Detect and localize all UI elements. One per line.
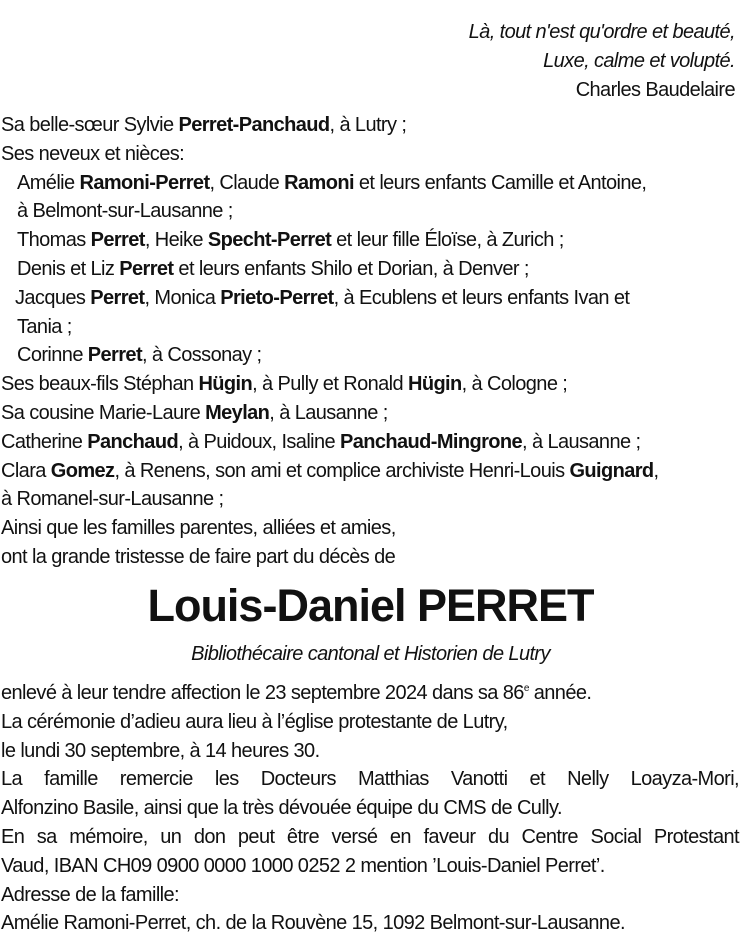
text: , à Pully et Ronald	[252, 373, 408, 396]
surname: Perret	[90, 286, 145, 309]
text: , à Lausanne ;	[269, 401, 388, 424]
details-line-memoire-1: En sa mémoire, un don peut être versé en faveur du Centre Social Protestant	[1, 825, 739, 848]
deceased-role: Bibliothécaire cantonal et Historien de Lutry	[191, 643, 550, 665]
surname: Panchaud-Mingrone	[340, 430, 523, 453]
epigraph	[469, 18, 735, 105]
family-line-beaux-fils	[1, 370, 739, 399]
surname: Perret	[90, 229, 145, 252]
text: , Claude	[209, 171, 285, 194]
surname: Hügin	[407, 373, 462, 396]
family-line-ainsi: Ainsi que les familles parentes, alliées et amies,	[1, 517, 396, 540]
text: et leur fille Éloïse, à Zurich ;	[331, 229, 564, 252]
text: , Heike	[144, 229, 208, 252]
details-line-remercie-2: Alfonzino Basile, ainsi que la très dévouée équipe du CMS de Cully.	[1, 797, 562, 820]
details-line-remercie-1: La famille remercie les Docteurs Matthias Vanotti et Nelly Loayza-Mori,	[1, 768, 739, 791]
surname: Meylan	[205, 401, 270, 424]
family-line-sylvie	[1, 111, 739, 140]
details-line-memoire-2: Vaud, IBAN CH09 0900 0000 1000 0252 2 mention ’Louis-Daniel Perret’.	[1, 854, 605, 877]
family-line-jacques	[1, 284, 739, 313]
text: , à Cologne ;	[461, 373, 568, 396]
family-line-cousine	[1, 399, 739, 428]
text: Denis et Liz	[17, 257, 120, 280]
text: Sa belle-sœur Sylvie	[1, 114, 179, 136]
ordinal-suffix: e	[523, 683, 529, 694]
text: enlevé à leur tendre affection le 23 septembre 2024 dans sa 86	[1, 682, 524, 704]
text: ,	[653, 459, 659, 482]
family-line-amelie-cont: à Belmont-sur-Lausanne ;	[17, 200, 233, 223]
family-line-jacques-cont: Tania ;	[17, 315, 72, 338]
details-line-enleve	[1, 679, 739, 708]
details-line-ceremonie-1: La cérémonie d’adieu aura lieu à l’église protestante de Lutry,	[1, 710, 508, 733]
family-line-tristesse: ont la grande tristesse de faire part du décès de	[1, 545, 396, 568]
family-line-amelie	[1, 169, 739, 198]
text: Catherine	[1, 430, 88, 453]
epigraph-line-1: Là, tout n'est qu'ordre et beauté,	[468, 21, 735, 43]
surname: Ramoni	[284, 171, 354, 194]
text: , à Lausanne ;	[522, 430, 641, 453]
family-line-clara	[1, 457, 739, 486]
text: Sa cousine Marie-Laure	[1, 401, 206, 424]
family-list	[1, 111, 739, 572]
family-line-thomas	[1, 226, 739, 255]
text: , Monica	[144, 286, 221, 309]
surname: Specht-Perret	[207, 229, 332, 252]
surname: Perret	[87, 344, 143, 367]
text: , à Cossonay ;	[142, 344, 262, 367]
surname: Prieto-Perret	[220, 286, 334, 309]
text: Thomas	[17, 229, 91, 252]
family-line-neveux: Ses neveux et nièces:	[1, 142, 185, 165]
text: , à Ecublens et leurs enfants Ivan et	[333, 286, 630, 309]
notice-details	[1, 679, 739, 938]
text: , à Renens, son ami et complice archiviste Henri-Louis	[114, 459, 570, 482]
deceased-name: Louis-Daniel PERRET	[147, 580, 594, 631]
family-line-catherine	[1, 428, 739, 457]
details-line-adresse-label: Adresse de la famille:	[1, 883, 180, 906]
text: Ses beaux-fils Stéphan	[1, 373, 199, 396]
surname: Panchaud	[87, 430, 179, 453]
text: Amélie	[17, 171, 80, 194]
details-line-adresse: Amélie Ramoni-Perret, ch. de la Rouvène 15, 1092 Belmont-sur-Lausanne.	[1, 912, 625, 935]
text: , à Puidoux, Isaline	[178, 430, 341, 453]
surname: Perret-Panchaud	[178, 114, 330, 136]
surname: Hügin	[198, 373, 253, 396]
family-line-denis	[1, 255, 739, 284]
epigraph-author: Charles Baudelaire	[575, 79, 735, 101]
surname: Gomez	[50, 459, 115, 482]
text: et leurs enfants Shilo et Dorian, à Denver ;	[173, 257, 529, 280]
text: Jacques	[15, 286, 91, 309]
family-line-clara-cont: à Romanel-sur-Lausanne ;	[1, 488, 224, 511]
family-line-corinne	[1, 341, 739, 370]
epigraph-line-2: Luxe, calme et volupté.	[543, 50, 735, 72]
text: Corinne	[17, 344, 88, 367]
text: , à Lutry ;	[329, 114, 407, 136]
text: Clara	[1, 459, 51, 482]
text: année.	[528, 682, 592, 704]
surname: Guignard	[569, 459, 654, 482]
details-line-ceremonie-2: le lundi 30 septembre, à 14 heures 30.	[1, 739, 320, 762]
surname: Ramoni-Perret	[79, 171, 210, 194]
text: et leurs enfants Camille et Antoine,	[353, 171, 647, 194]
surname: Perret	[119, 257, 174, 280]
